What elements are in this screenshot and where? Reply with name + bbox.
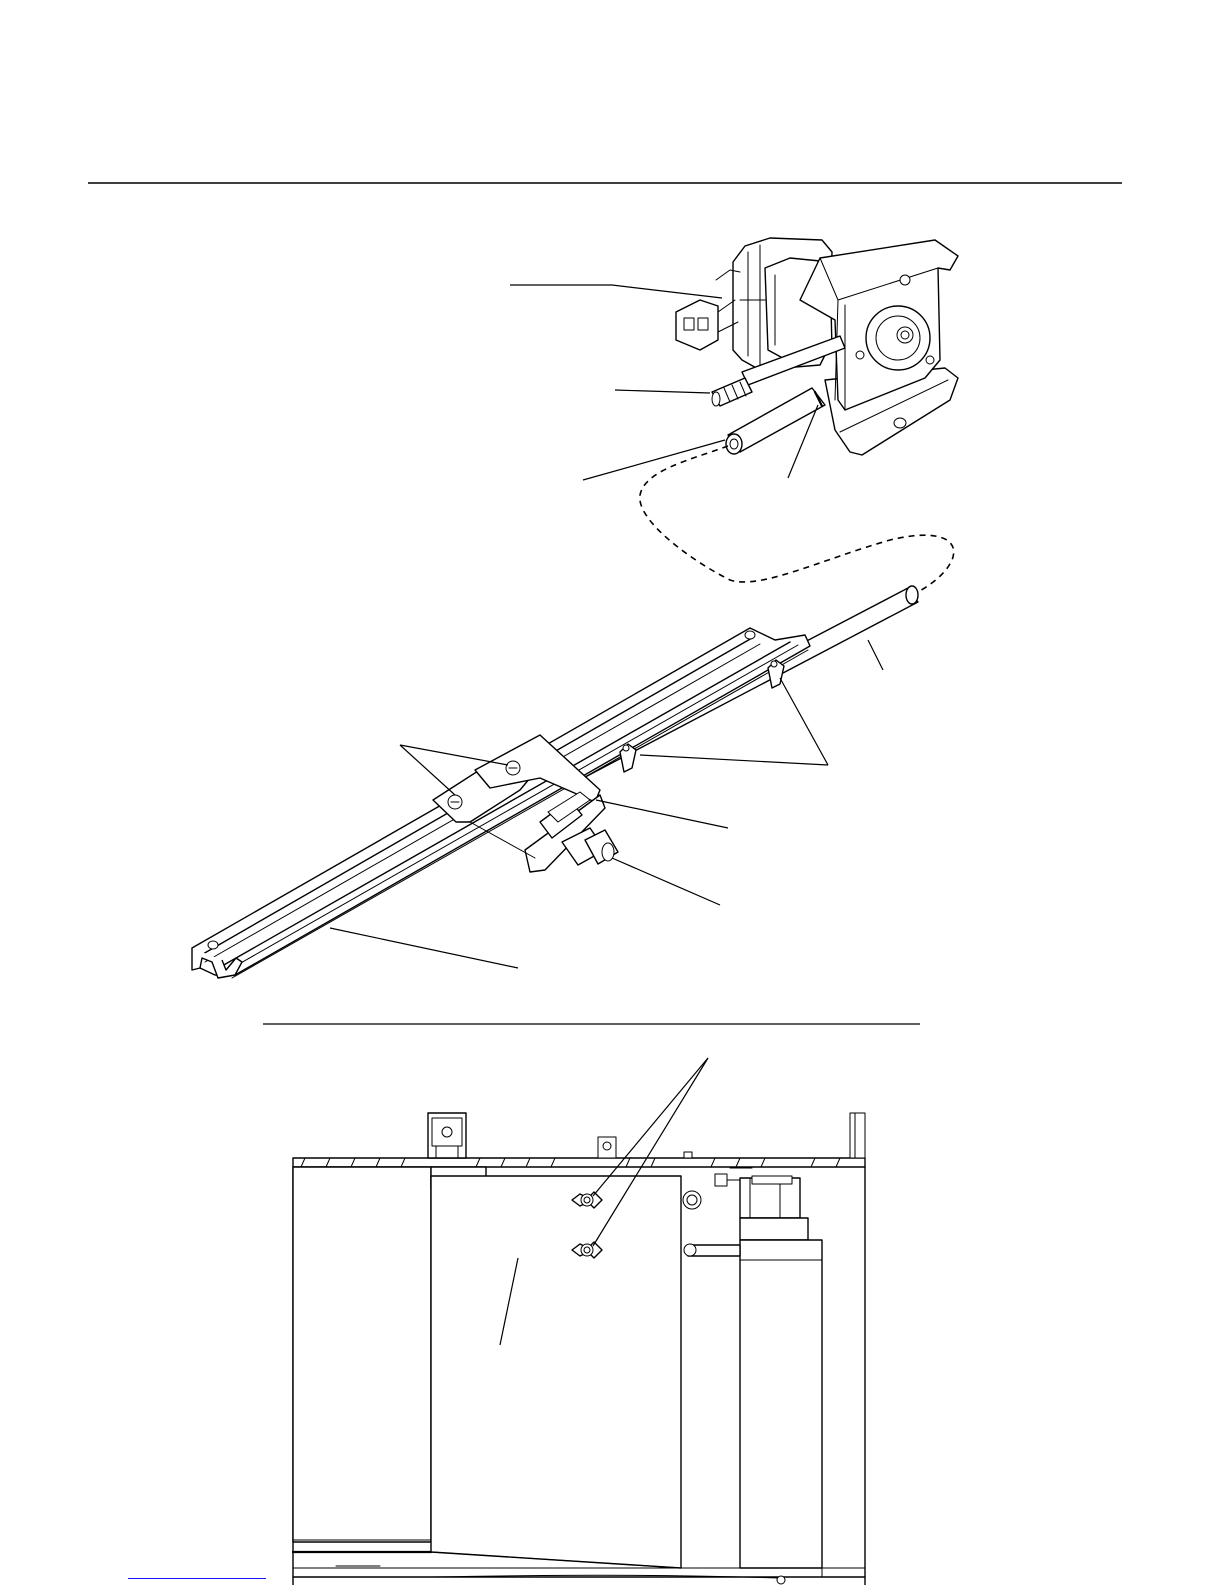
pump-motor-assembly (676, 238, 958, 455)
rail-assembly (192, 628, 810, 978)
hose-barb (712, 378, 752, 406)
footer-link-underline[interactable] (128, 1578, 266, 1579)
tubing-loop (640, 446, 954, 592)
housing-section-view (293, 1113, 865, 1585)
pump-outlet-tube (726, 388, 825, 454)
